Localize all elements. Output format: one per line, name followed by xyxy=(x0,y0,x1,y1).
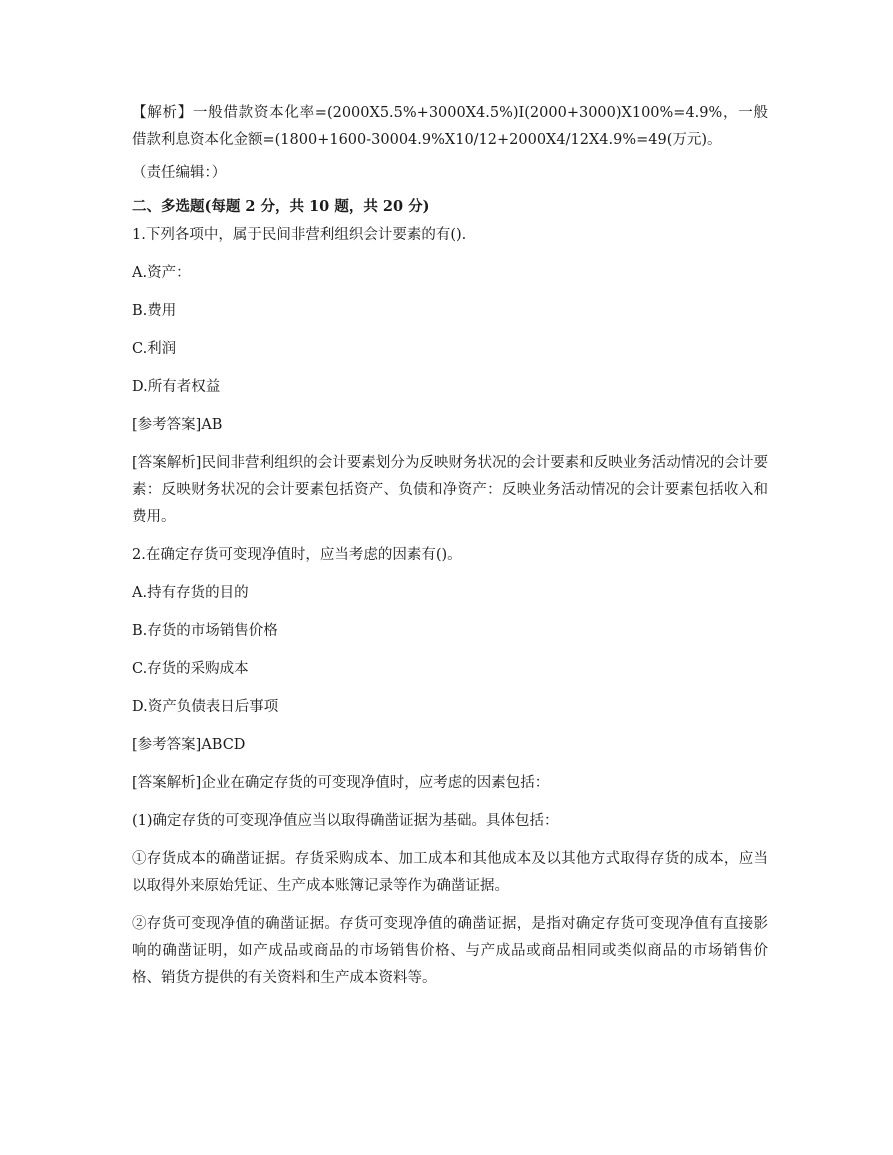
q2-point-1: (1)确定存货的可变现净值应当以取得确凿证据为基础。具体包括： xyxy=(132,813,559,829)
q1-answer: [参考答案]AB xyxy=(132,417,223,433)
q2-option-a: A.持有存货的目的 xyxy=(132,585,249,601)
q1-option-d: D.所有者权益 xyxy=(132,379,221,395)
q2-explanation: [答案解析]企业在确定存货的可变现净值时，应考虑的因素包括： xyxy=(132,775,550,791)
q2-option-c: C.存货的采购成本 xyxy=(132,661,249,677)
q2-point-1b: ②存货可变现净值的确凿证据。存货可变现净值的确凿证据，是指对确定存货可变现净值有直接影响的确凿证明，如产成品或商品的市场销售价格、与产成品或商品相同或类似商品的市场销售价格、销货方提供的有关资料和生产成本资料等。 xyxy=(132,916,768,986)
editor-note: （责任编辑：） xyxy=(132,165,227,181)
q1-explanation: [答案解析]民间非营利组织的会计要素划分为反映财务状况的会计要素和反映业务活动情况的会计要素：反映财务状况的会计要素包括资产、负债和净资产：反映业务活动情况的会计要素包括收入和费用。 xyxy=(132,455,768,525)
q1-stem: 1.下列各项中，属于民间非营利组织会计要素的有(). xyxy=(132,227,467,243)
q2-point-1a: ①存货成本的确凿证据。存货采购成本、加工成本和其他成本及以其他方式取得存货的成本，应当以取得外来原始凭证、生产成本账簿记录等作为确凿证据。 xyxy=(132,851,768,894)
q2-answer: [参考答案]ABCD xyxy=(132,737,246,753)
q1-option-c: C.利润 xyxy=(132,341,177,357)
document-body xyxy=(132,100,768,1003)
previous-question-analysis: 【解析】一般借款资本化率=(2000X5.5%+3000X4.5%)I(2000+3000)X100%=4.9%，一般借款利息资本化金额=(1800+1600-30004.9%X10/12+2000X4/12X4.9%=49(万元)。 xyxy=(132,105,768,148)
section-title: 二、多选题(每题 2 分，共 10 题，共 20 分) xyxy=(132,198,430,215)
q1-option-b: B.费用 xyxy=(132,303,177,319)
q2-option-d: D.资产负债表日后事项 xyxy=(132,699,279,715)
q2-option-b: B.存货的市场销售价格 xyxy=(132,623,278,639)
q2-stem: 2.在确定存货可变现净值时，应当考虑的因素有()。 xyxy=(132,547,462,563)
q1-option-a: A.资产： xyxy=(132,265,191,281)
